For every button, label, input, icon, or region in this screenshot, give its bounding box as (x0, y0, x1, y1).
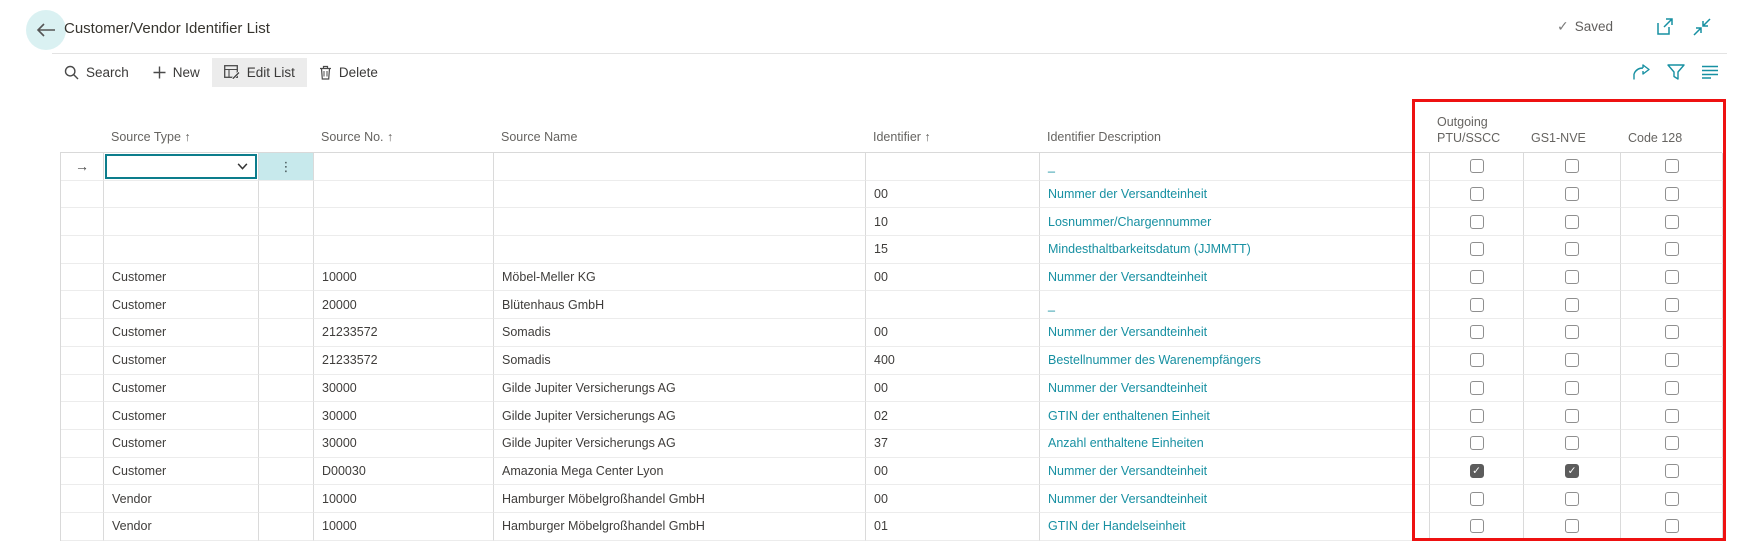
current-row-arrow-icon: → (75, 158, 89, 175)
gs1-nve-checkbox[interactable] (1565, 381, 1579, 395)
edit-list-label: Edit List (246, 64, 295, 80)
cell-source-type[interactable] (104, 236, 259, 264)
gs1-nve-checkbox[interactable] (1565, 325, 1579, 339)
identifier-description-link[interactable]: Bestellnummer des Warenempfängers (1048, 353, 1261, 368)
cell-code-128-checkbox (1621, 402, 1723, 430)
cell-identifier[interactable] (866, 291, 1040, 319)
assist-edit-cell (259, 264, 314, 292)
cell-source-type[interactable]: Customer (104, 458, 259, 486)
cell-identifier-description[interactable] (1040, 236, 1430, 264)
cell-identifier[interactable]: 10 (866, 208, 1040, 236)
gs1-nve-checkbox[interactable] (1565, 270, 1579, 284)
identifier-description-link[interactable]: Anzahl enthaltene Einheiten (1048, 436, 1204, 451)
cell-identifier[interactable] (866, 153, 1040, 181)
cell-gs1-nve-checkbox (1524, 513, 1621, 541)
row-selector-cell[interactable] (61, 264, 104, 292)
gs1-nve-checkbox[interactable] (1565, 187, 1579, 201)
cell-source-type[interactable]: Vendor (104, 513, 259, 541)
cell-source-no[interactable] (314, 208, 494, 236)
search-icon (64, 65, 79, 80)
cell-ptu-sscc-checkbox (1430, 347, 1524, 375)
cell-source-name[interactable] (494, 208, 866, 236)
cell-source-no[interactable]: 30000 (314, 430, 494, 458)
assist-edit-cell (259, 181, 314, 209)
back-button[interactable] (26, 10, 66, 50)
cell-gs1-nve-checkbox (1524, 458, 1621, 486)
cell-identifier-description[interactable] (1040, 264, 1430, 292)
cell-gs1-nve-checkbox (1524, 375, 1621, 403)
chevron-down-icon (237, 163, 248, 170)
identifier-description-link[interactable]: Losnummer/Chargennummer (1048, 214, 1212, 229)
source-type-select[interactable] (105, 154, 257, 179)
col-header-gs1-nve[interactable]: GS1-NVE (1531, 130, 1586, 145)
search-button[interactable] (52, 58, 141, 87)
row-selector-cell[interactable] (61, 319, 104, 347)
code-128-checkbox[interactable] (1665, 298, 1679, 312)
cell-source-type[interactable]: Customer (104, 375, 259, 403)
gs1-nve-checkbox[interactable] (1565, 159, 1579, 173)
cell-source-type[interactable]: Customer (104, 430, 259, 458)
cell-source-type[interactable]: Customer (104, 402, 259, 430)
cell-ptu-sscc-checkbox (1430, 375, 1524, 403)
assist-edit-cell (259, 319, 314, 347)
ptu-sscc-checkbox[interactable] (1470, 187, 1484, 201)
assist-edit-cell (259, 402, 314, 430)
cell-source-type[interactable] (104, 153, 259, 181)
ptu-sscc-checkbox[interactable] (1470, 381, 1484, 395)
col-header-outgoing-ptu-sscc[interactable]: Outgoing PTU/SSCC (1437, 114, 1501, 145)
col-header-source-type[interactable]: Source Type ↑ (111, 130, 191, 144)
ptu-sscc-checkbox[interactable] (1470, 436, 1484, 450)
gs1-nve-checkbox[interactable] (1565, 519, 1579, 533)
cell-gs1-nve-checkbox (1524, 402, 1621, 430)
cell-code-128-checkbox (1621, 485, 1723, 513)
assist-edit-cell (259, 347, 314, 375)
cell-source-name[interactable]: Somadis (494, 319, 866, 347)
cell-source-name[interactable]: Möbel-Meller KG (494, 264, 866, 292)
cell-source-name[interactable] (494, 153, 866, 181)
cell-source-type[interactable]: Customer (104, 264, 259, 292)
page-title: Customer/Vendor Identifier List (64, 20, 270, 37)
share-icon[interactable] (1632, 64, 1651, 81)
row-selector-cell[interactable] (61, 153, 104, 181)
code-128-checkbox[interactable] (1665, 187, 1679, 201)
list-view-icon[interactable] (1701, 65, 1719, 79)
code-128-checkbox[interactable] (1665, 215, 1679, 229)
assist-edit-cell (259, 236, 314, 264)
cell-source-type[interactable]: Vendor (104, 485, 259, 513)
code-128-checkbox[interactable] (1665, 436, 1679, 450)
code-128-checkbox[interactable] (1665, 325, 1679, 339)
delete-button[interactable] (307, 58, 390, 87)
new-button[interactable] (141, 58, 212, 87)
ptu-sscc-checkbox[interactable] (1470, 353, 1484, 367)
assist-edit-cell (259, 430, 314, 458)
cell-source-no[interactable]: 21233572 (314, 319, 494, 347)
cell-source-name[interactable] (494, 236, 866, 264)
cell-code-128-checkbox (1621, 208, 1723, 236)
gs1-nve-checkbox[interactable] (1565, 464, 1579, 478)
code-128-checkbox[interactable] (1665, 519, 1679, 533)
identifier-description-link[interactable]: Nummer der Versandteinheit (1048, 270, 1208, 285)
gs1-nve-checkbox[interactable] (1565, 215, 1579, 229)
trash-icon (319, 65, 332, 80)
cell-ptu-sscc-checkbox (1430, 153, 1524, 181)
identifier-description-link[interactable]: _ (1048, 159, 1055, 174)
cell-ptu-sscc-checkbox (1430, 208, 1524, 236)
cell-identifier[interactable]: 15 (866, 236, 1040, 264)
cell-source-no[interactable]: D00030 (314, 458, 494, 486)
cell-source-no[interactable]: 21233572 (314, 347, 494, 375)
cell-gs1-nve-checkbox (1524, 208, 1621, 236)
row-selector-cell[interactable] (61, 402, 104, 430)
cell-source-name[interactable]: Somadis (494, 347, 866, 375)
more-options-icon[interactable]: ⋮ (279, 158, 293, 174)
cell-source-name[interactable]: Hamburger Möbelgroßhandel GmbH (494, 513, 866, 541)
cell-identifier[interactable]: 00 (866, 181, 1040, 209)
edit-list-icon (224, 65, 240, 80)
cell-identifier-description[interactable] (1040, 375, 1430, 403)
save-status-label: Saved (1574, 19, 1614, 34)
toolbar-right-icons (1632, 54, 1719, 90)
cell-code-128-checkbox (1621, 375, 1723, 403)
identifier-description-link[interactable]: Nummer der Versandteinheit (1048, 380, 1208, 395)
cell-ptu-sscc-checkbox (1430, 236, 1524, 264)
cell-source-no[interactable]: 10000 (314, 264, 494, 292)
assist-edit-cell (259, 291, 314, 319)
cell-identifier[interactable]: 00 (866, 264, 1040, 292)
delete-label: Delete (338, 64, 378, 80)
cell-gs1-nve-checkbox (1524, 181, 1621, 209)
row-selector-cell[interactable] (61, 430, 104, 458)
open-in-new-window-icon[interactable] (1655, 17, 1675, 37)
cell-source-name[interactable]: Gilde Jupiter Versicherungs AG (494, 402, 866, 430)
row-selector-cell[interactable] (61, 375, 104, 403)
cell-identifier-description[interactable] (1040, 347, 1430, 375)
new-label: New (172, 64, 200, 80)
ptu-sscc-checkbox[interactable] (1470, 325, 1484, 339)
cell-identifier[interactable]: 00 (866, 458, 1040, 486)
cell-source-no[interactable]: 10000 (314, 485, 494, 513)
col-header-code-128[interactable]: Code 128 (1628, 130, 1683, 145)
cell-source-name[interactable]: Hamburger Möbelgroßhandel GmbH (494, 485, 866, 513)
code-128-checkbox[interactable] (1665, 159, 1679, 173)
cell-code-128-checkbox (1621, 181, 1723, 209)
code-128-checkbox[interactable] (1665, 464, 1679, 478)
identifier-description-link[interactable]: GTIN der Handelseinheit (1048, 519, 1186, 534)
row-selector-cell[interactable] (61, 513, 104, 541)
cell-identifier[interactable]: 00 (866, 485, 1040, 513)
identifier-description-link[interactable]: Nummer der Versandteinheit (1048, 463, 1208, 478)
ptu-sscc-checkbox[interactable] (1470, 298, 1484, 312)
cell-source-name[interactable]: Amazonia Mega Center Lyon (494, 458, 866, 486)
identifier-description-link[interactable]: Nummer der Versandteinheit (1048, 491, 1208, 506)
assist-edit-cell (259, 375, 314, 403)
cell-code-128-checkbox (1621, 236, 1723, 264)
cell-gs1-nve-checkbox (1524, 485, 1621, 513)
cell-identifier-description[interactable] (1040, 291, 1430, 319)
cell-ptu-sscc-checkbox (1430, 319, 1524, 347)
cell-gs1-nve-checkbox (1524, 347, 1621, 375)
cell-identifier[interactable]: 400 (866, 347, 1040, 375)
cell-ptu-sscc-checkbox (1430, 291, 1524, 319)
cell-gs1-nve-checkbox (1524, 153, 1621, 181)
ptu-sscc-checkbox[interactable] (1470, 215, 1484, 229)
cell-source-no[interactable]: 10000 (314, 513, 494, 541)
cell-source-name[interactable]: Blütenhaus GmbH (494, 291, 866, 319)
collapse-window-icon[interactable] (1692, 17, 1712, 37)
row-selector-cell[interactable] (61, 208, 104, 236)
gs1-nve-checkbox[interactable] (1565, 409, 1579, 423)
plus-icon (153, 66, 166, 79)
code-128-checkbox[interactable] (1665, 381, 1679, 395)
assist-edit-cell[interactable] (259, 153, 314, 181)
table-header-row (60, 95, 1722, 152)
col-header-source-name[interactable]: Source Name (501, 130, 578, 144)
save-status (1557, 18, 1613, 35)
cell-ptu-sscc-checkbox (1430, 513, 1524, 541)
cell-code-128-checkbox (1621, 458, 1723, 486)
col-header-identifier-description[interactable]: Identifier Description (1047, 130, 1161, 144)
cell-identifier[interactable]: 00 (866, 375, 1040, 403)
cell-ptu-sscc-checkbox (1430, 458, 1524, 486)
identifier-description-link[interactable]: Nummer der Versandteinheit (1048, 187, 1208, 202)
cell-source-type[interactable] (104, 181, 259, 209)
cell-ptu-sscc-checkbox (1430, 181, 1524, 209)
cell-identifier-description[interactable] (1040, 319, 1430, 347)
edit-list-button[interactable] (212, 58, 307, 87)
cell-gs1-nve-checkbox (1524, 236, 1621, 264)
cell-identifier[interactable]: 00 (866, 319, 1040, 347)
cell-identifier[interactable]: 02 (866, 402, 1040, 430)
ptu-sscc-checkbox[interactable] (1470, 464, 1484, 478)
title-bar (0, 0, 1754, 53)
row-selector-cell[interactable] (61, 485, 104, 513)
action-bar (52, 54, 1727, 90)
cell-ptu-sscc-checkbox (1430, 402, 1524, 430)
cell-identifier[interactable]: 01 (866, 513, 1040, 541)
code-128-checkbox[interactable] (1665, 270, 1679, 284)
ptu-sscc-checkbox[interactable] (1470, 492, 1484, 506)
cell-identifier-description[interactable] (1040, 208, 1430, 236)
cell-source-type[interactable] (104, 208, 259, 236)
col-header-identifier[interactable]: Identifier ↑ (873, 130, 931, 144)
back-arrow-icon (36, 23, 56, 37)
cell-gs1-nve-checkbox (1524, 430, 1621, 458)
cell-identifier-description[interactable] (1040, 513, 1430, 541)
ptu-sscc-checkbox[interactable] (1470, 242, 1484, 256)
cell-code-128-checkbox (1621, 153, 1723, 181)
cell-source-no[interactable]: 20000 (314, 291, 494, 319)
cell-identifier-description[interactable] (1040, 402, 1430, 430)
cell-gs1-nve-checkbox (1524, 291, 1621, 319)
search-label: Search (86, 64, 129, 80)
assist-edit-cell (259, 208, 314, 236)
cell-identifier-description[interactable] (1040, 485, 1430, 513)
row-selector-cell[interactable] (61, 347, 104, 375)
cell-source-no[interactable]: 30000 (314, 402, 494, 430)
gs1-nve-checkbox[interactable] (1565, 492, 1579, 506)
cell-code-128-checkbox (1621, 347, 1723, 375)
identifier-description-link[interactable]: GTIN der enthaltenen Einheit (1048, 408, 1210, 423)
code-128-checkbox[interactable] (1665, 492, 1679, 506)
ptu-sscc-checkbox[interactable] (1470, 519, 1484, 533)
cell-code-128-checkbox (1621, 319, 1723, 347)
cell-identifier-description[interactable] (1040, 181, 1430, 209)
cell-source-type[interactable]: Customer (104, 319, 259, 347)
code-128-checkbox[interactable] (1665, 242, 1679, 256)
cell-identifier-description[interactable] (1040, 430, 1430, 458)
assist-edit-cell (259, 485, 314, 513)
identifier-table (60, 95, 1722, 541)
cell-source-no[interactable] (314, 181, 494, 209)
cell-source-no[interactable] (314, 153, 494, 181)
row-selector-cell[interactable] (61, 291, 104, 319)
filter-funnel-icon[interactable] (1667, 64, 1685, 80)
cell-identifier-description[interactable] (1040, 153, 1430, 181)
gs1-nve-checkbox[interactable] (1565, 298, 1579, 312)
col-header-row-selector (60, 144, 103, 152)
cell-ptu-sscc-checkbox (1430, 485, 1524, 513)
cell-gs1-nve-checkbox (1524, 319, 1621, 347)
assist-edit-cell (259, 458, 314, 486)
cell-source-type[interactable]: Customer (104, 347, 259, 375)
cell-code-128-checkbox (1621, 513, 1723, 541)
cell-code-128-checkbox (1621, 291, 1723, 319)
ptu-sscc-checkbox[interactable] (1470, 270, 1484, 284)
ptu-sscc-checkbox[interactable] (1470, 159, 1484, 173)
cell-code-128-checkbox (1621, 264, 1723, 292)
cell-source-name[interactable]: Gilde Jupiter Versicherungs AG (494, 375, 866, 403)
cell-ptu-sscc-checkbox (1430, 264, 1524, 292)
code-128-checkbox[interactable] (1665, 353, 1679, 367)
col-header-source-no[interactable]: Source No. ↑ (321, 130, 394, 144)
row-selector-cell[interactable] (61, 236, 104, 264)
cell-source-name[interactable]: Gilde Jupiter Versicherungs AG (494, 430, 866, 458)
identifier-description-link[interactable]: _ (1048, 297, 1055, 312)
cell-source-type[interactable]: Customer (104, 291, 259, 319)
cell-identifier[interactable]: 37 (866, 430, 1040, 458)
gs1-nve-checkbox[interactable] (1565, 242, 1579, 256)
table-body (60, 152, 1722, 541)
checkmark-icon: ✓ (1557, 18, 1569, 34)
gs1-nve-checkbox[interactable] (1565, 353, 1579, 367)
row-selector-cell[interactable] (61, 181, 104, 209)
cell-identifier-description[interactable] (1040, 458, 1430, 486)
cell-gs1-nve-checkbox (1524, 264, 1621, 292)
cell-source-no[interactable] (314, 236, 494, 264)
ptu-sscc-checkbox[interactable] (1470, 409, 1484, 423)
identifier-description-link[interactable]: Nummer der Versandteinheit (1048, 325, 1208, 340)
cell-ptu-sscc-checkbox (1430, 430, 1524, 458)
gs1-nve-checkbox[interactable] (1565, 436, 1579, 450)
assist-edit-cell (259, 513, 314, 541)
code-128-checkbox[interactable] (1665, 409, 1679, 423)
cell-source-no[interactable]: 30000 (314, 375, 494, 403)
identifier-description-link[interactable]: Mindesthaltbarkeitsdatum (JJMMTT) (1048, 242, 1251, 257)
cell-source-name[interactable] (494, 181, 866, 209)
row-selector-cell[interactable] (61, 458, 104, 486)
cell-code-128-checkbox (1621, 430, 1723, 458)
